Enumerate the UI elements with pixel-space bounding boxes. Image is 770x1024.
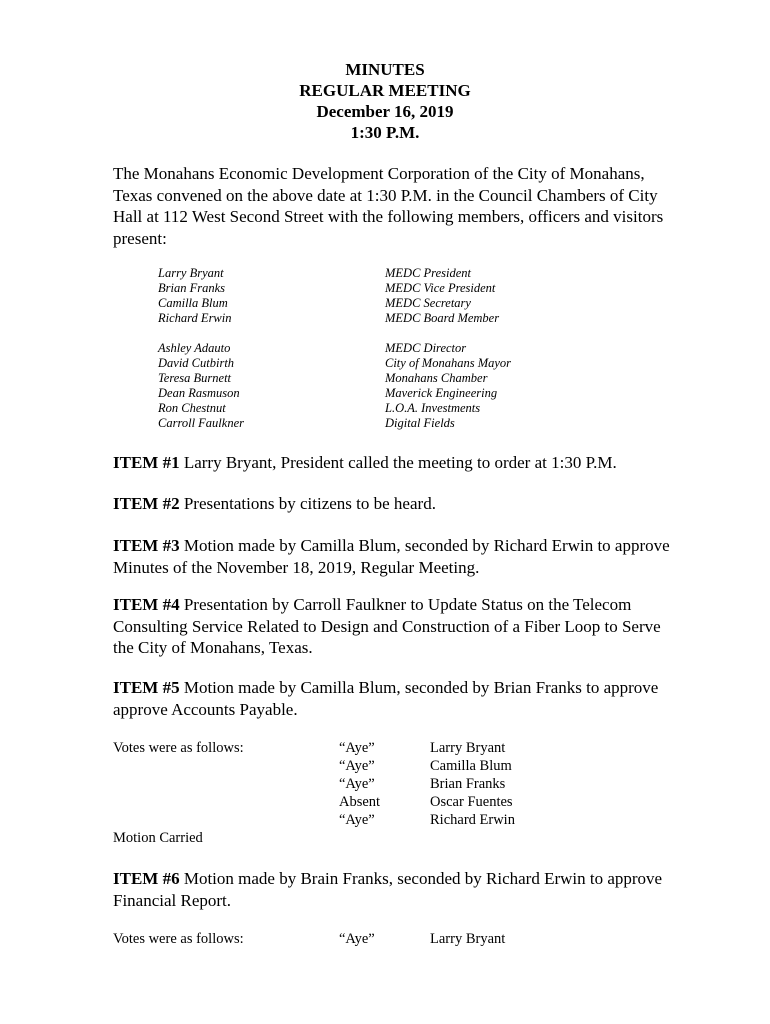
item-label: ITEM #4 xyxy=(113,595,180,614)
voter-name: Larry Bryant xyxy=(430,931,506,947)
visitor-role: City of Monahans Mayor xyxy=(385,356,512,370)
member-name: Camilla Blum xyxy=(158,296,228,310)
item-label: ITEM #6 xyxy=(113,869,180,888)
votes-label-item6: Votes were as follows: xyxy=(113,931,244,947)
title-regular-meeting: REGULAR MEETING xyxy=(299,81,471,100)
member-role: MEDC Board Member xyxy=(385,311,500,325)
member-name: Brian Franks xyxy=(158,281,226,295)
visitor-role: L.O.A. Investments xyxy=(385,401,481,415)
motion-result: Motion Carried xyxy=(113,830,203,846)
members-roles xyxy=(385,266,499,326)
visitors-roles xyxy=(385,341,511,431)
item-6 xyxy=(113,868,673,911)
visitor-role: Digital Fields xyxy=(385,416,455,430)
voter-name: Larry Bryant xyxy=(430,740,506,756)
item-label: ITEM #3 xyxy=(113,536,180,555)
title-minutes: MINUTES xyxy=(345,60,425,79)
item-label: ITEM #1 xyxy=(113,453,180,472)
voter-name: Brian Franks xyxy=(430,776,506,792)
item-text: Larry Bryant, President called the meeting to order at 1:30 P.M. xyxy=(179,453,617,472)
item-3 xyxy=(113,535,673,578)
member-role: MEDC Secretary xyxy=(385,296,471,310)
visitor-name: Teresa Burnett xyxy=(158,371,232,385)
member-name: Larry Bryant xyxy=(158,266,224,280)
vote-value: Absent xyxy=(339,794,381,810)
item-5 xyxy=(113,677,673,720)
title-date: December 16, 2019 xyxy=(316,102,454,121)
votes-values xyxy=(339,739,380,829)
member-name: Richard Erwin xyxy=(158,311,232,325)
member-role: MEDC President xyxy=(385,266,471,280)
visitor-name: Carroll Faulkner xyxy=(158,416,244,430)
votes-names xyxy=(430,739,515,829)
title-time: 1:30 P.M. xyxy=(350,123,420,142)
voter-name: Camilla Blum xyxy=(430,758,512,774)
vote-value: “Aye” xyxy=(339,758,375,774)
visitor-role: Maverick Engineering xyxy=(385,386,498,400)
voter-name: Richard Erwin xyxy=(430,812,515,828)
item-text: Presentation by Carroll Faulkner to Update Status on the Telecom Consulting Service Related to Design and Construction of a Fiber Loop to Serve the City of Monahans, Texas. xyxy=(113,595,661,657)
item-1 xyxy=(113,452,673,474)
item-text: Motion made by Brain Franks, seconded by Richard Erwin to approve Financial Report. xyxy=(113,869,663,910)
visitors-names xyxy=(158,341,244,431)
votes-label: Votes were as follows: xyxy=(113,740,244,756)
item-text: Motion made by Camilla Blum, seconded by Brian Franks to approve approve Accounts Payable. xyxy=(113,678,659,719)
item-2 xyxy=(113,493,673,515)
item-text: Presentations by citizens to be heard. xyxy=(179,494,436,513)
vote-value: “Aye” xyxy=(339,740,375,756)
vote-value: “Aye” xyxy=(339,812,375,828)
member-role: MEDC Vice President xyxy=(385,281,496,295)
visitor-name: Ron Chestnut xyxy=(158,401,226,415)
intro-paragraph: The Monahans Economic Development Corporation of the City of Monahans, Texas convened on the above date at 1:30 P.M. in the Council Chambers of City Hall at 112 West Second Street with the following members, officers and visitors present: xyxy=(113,164,664,248)
vote-value: “Aye” xyxy=(339,931,375,947)
members-names xyxy=(158,266,232,326)
voter-name: Oscar Fuentes xyxy=(430,794,513,810)
item-label: ITEM #5 xyxy=(113,678,180,697)
visitor-role: Monahans Chamber xyxy=(385,371,488,385)
item-label: ITEM #2 xyxy=(113,494,180,513)
visitor-role: MEDC Director xyxy=(385,341,467,355)
item-text: Motion made by Camilla Blum, seconded by Richard Erwin to approve Minutes of the November 18, 2019, Regular Meeting. xyxy=(113,536,670,577)
visitor-name: Dean Rasmuson xyxy=(158,386,240,400)
visitor-name: David Cutbirth xyxy=(158,356,235,370)
item-4 xyxy=(113,594,673,659)
visitor-name: Ashley Adauto xyxy=(158,341,231,355)
vote-value: “Aye” xyxy=(339,776,375,792)
